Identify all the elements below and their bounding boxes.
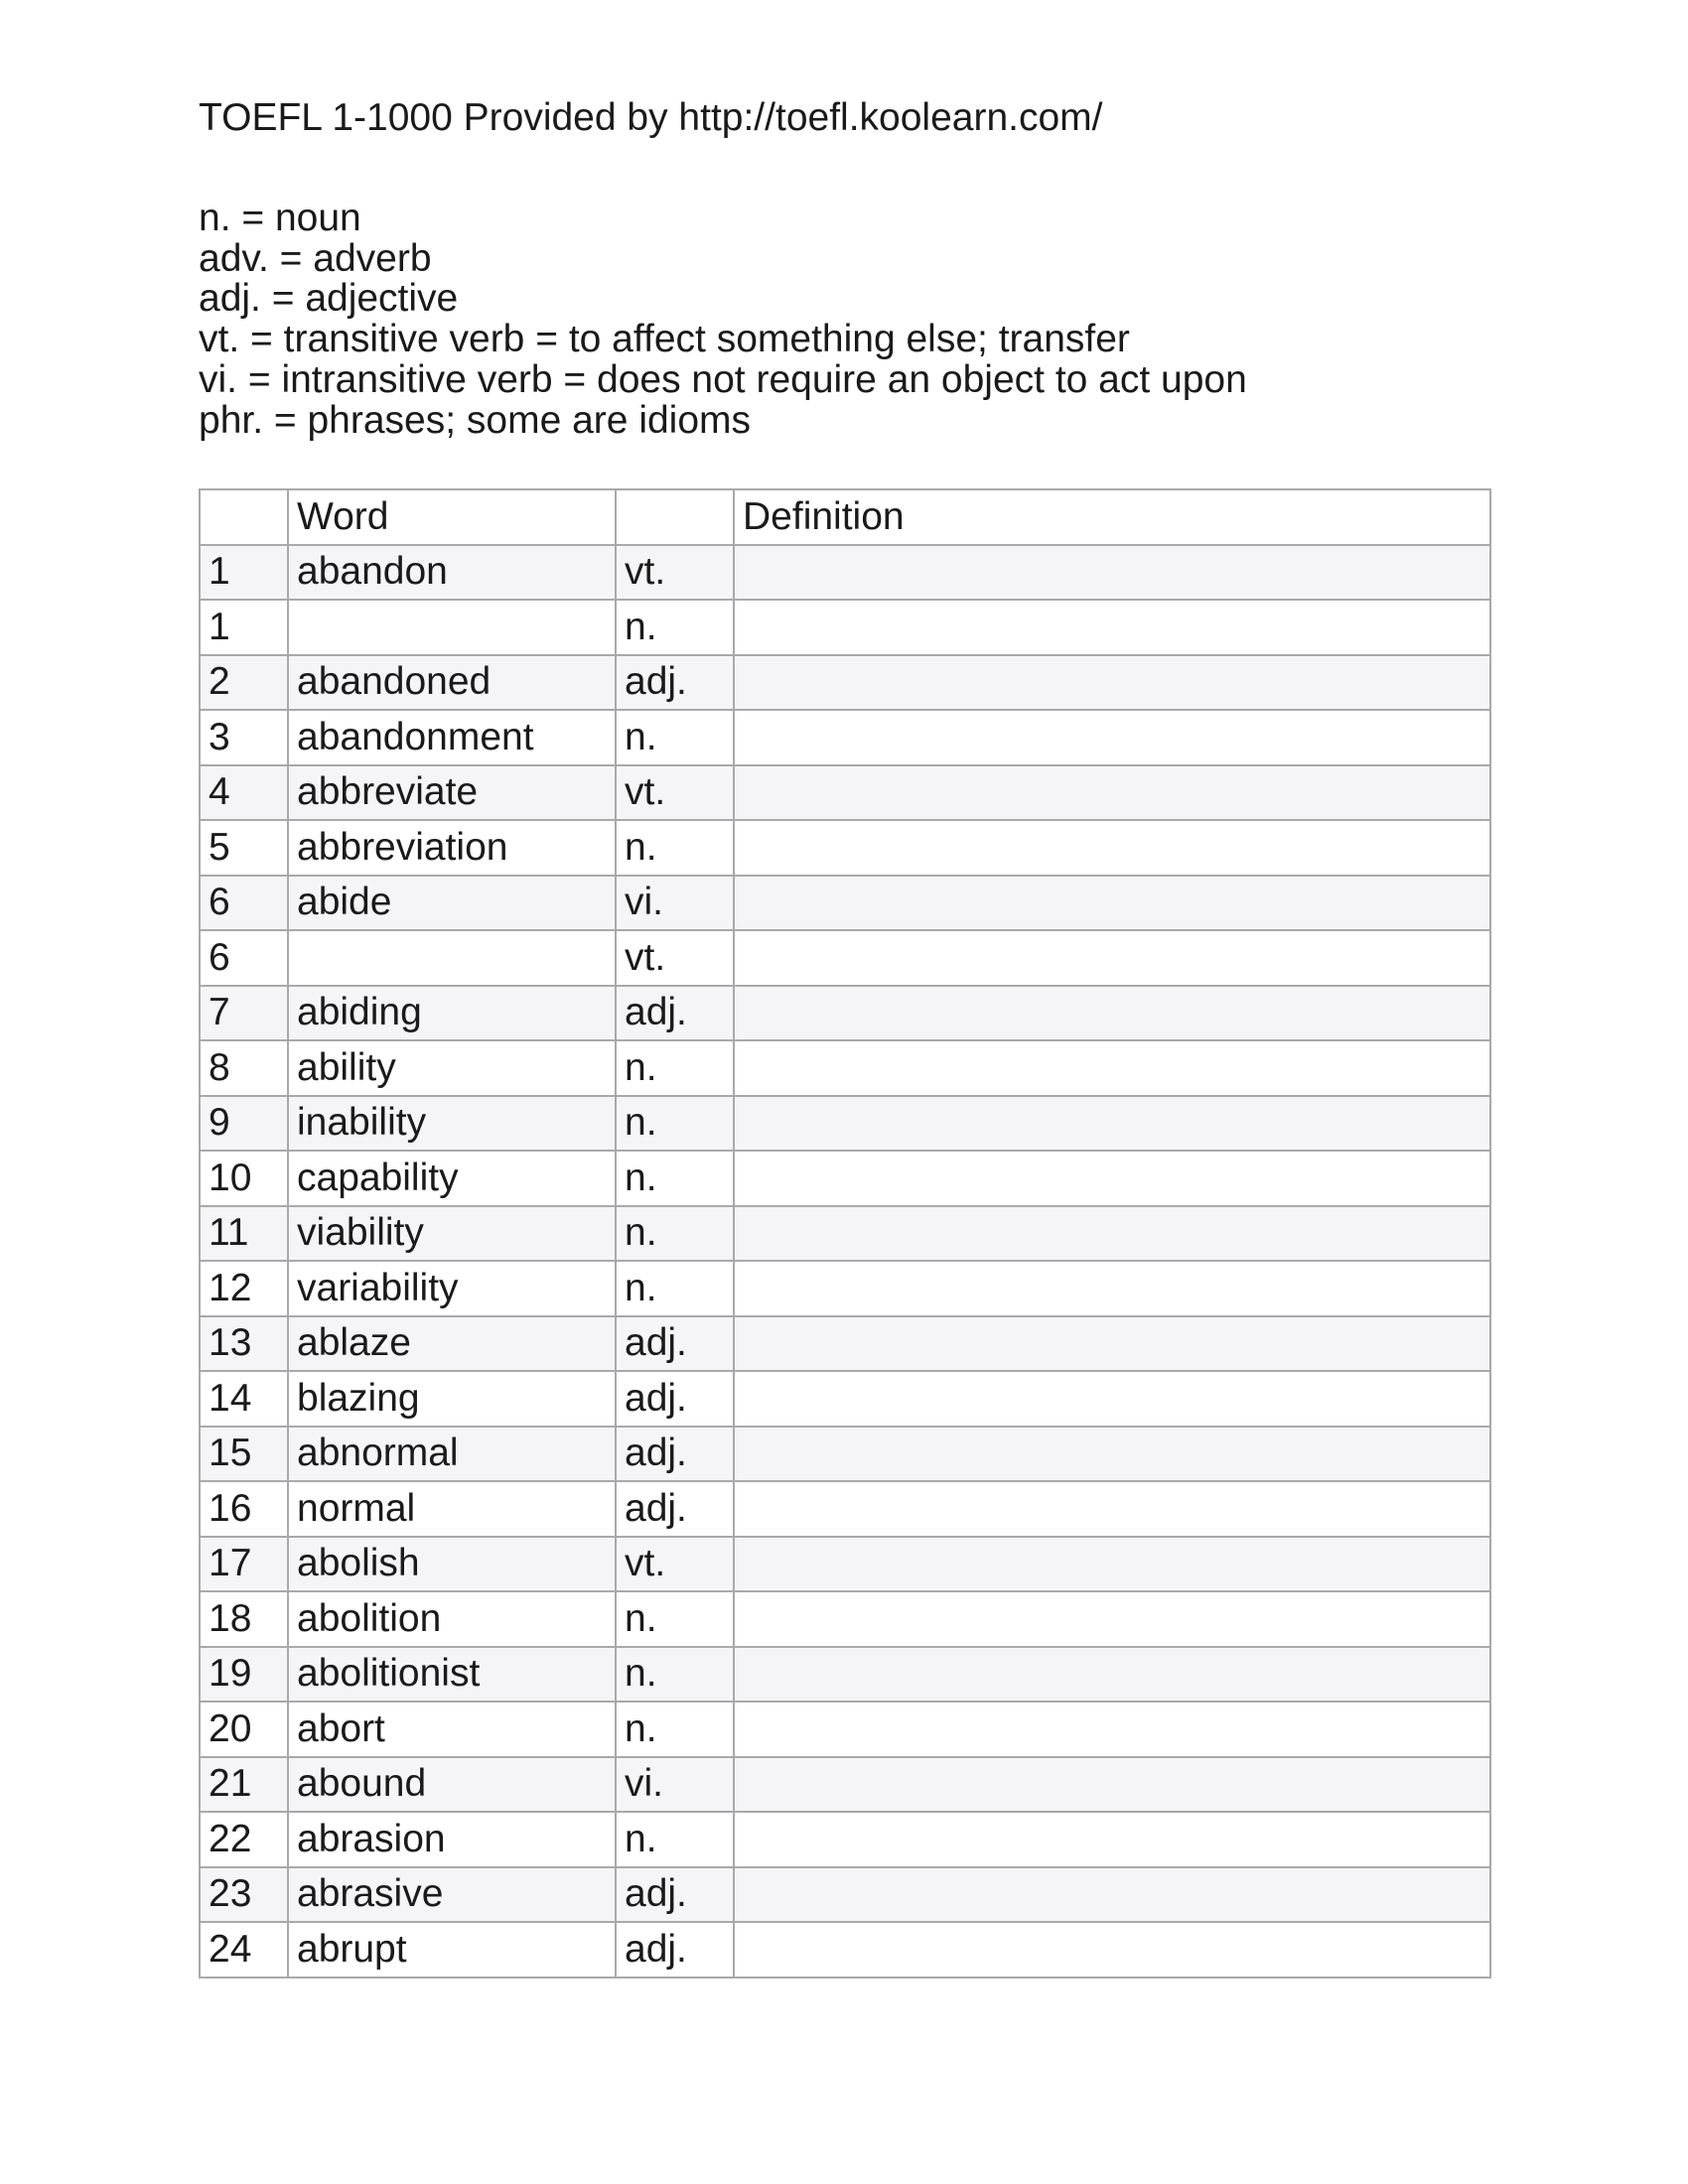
cell-word: ability bbox=[288, 1040, 616, 1096]
cell-definition bbox=[734, 1481, 1490, 1537]
table-header-row bbox=[200, 489, 1490, 545]
cell-num: 15 bbox=[200, 1427, 288, 1482]
table-row bbox=[200, 1702, 1490, 1757]
cell-num: 21 bbox=[200, 1757, 288, 1813]
cell-pos: n. bbox=[616, 1096, 734, 1152]
cell-word: inability bbox=[288, 1096, 616, 1152]
cell-word: abort bbox=[288, 1702, 616, 1757]
table-row bbox=[200, 1812, 1490, 1867]
table-body bbox=[200, 545, 1490, 1978]
page-title: TOEFL 1-1000 Provided by http://toefl.koolearn.com/ bbox=[199, 96, 1103, 139]
cell-definition bbox=[734, 1591, 1490, 1647]
cell-num: 3 bbox=[200, 710, 288, 765]
cell-word: abandoned bbox=[288, 655, 616, 711]
cell-definition bbox=[734, 1096, 1490, 1152]
cell-definition bbox=[734, 930, 1490, 986]
table-row bbox=[200, 1757, 1490, 1813]
cell-definition bbox=[734, 1151, 1490, 1206]
cell-definition bbox=[734, 655, 1490, 711]
cell-pos: adj. bbox=[616, 655, 734, 711]
col-header-definition: Definition bbox=[734, 489, 1490, 545]
cell-definition bbox=[734, 600, 1490, 655]
table-row bbox=[200, 710, 1490, 765]
cell-num: 1 bbox=[200, 545, 288, 601]
cell-definition bbox=[734, 1757, 1490, 1813]
cell-word: capability bbox=[288, 1151, 616, 1206]
table-row bbox=[200, 1867, 1490, 1923]
table-row bbox=[200, 1591, 1490, 1647]
cell-definition bbox=[734, 1040, 1490, 1096]
cell-pos: n. bbox=[616, 1151, 734, 1206]
cell-pos: n. bbox=[616, 1040, 734, 1096]
cell-num: 2 bbox=[200, 655, 288, 711]
cell-num: 9 bbox=[200, 1096, 288, 1152]
cell-word: abolish bbox=[288, 1537, 616, 1592]
cell-definition bbox=[734, 1206, 1490, 1262]
cell-num: 11 bbox=[200, 1206, 288, 1262]
cell-pos: n. bbox=[616, 1702, 734, 1757]
cell-pos: n. bbox=[616, 820, 734, 876]
cell-word: viability bbox=[288, 1206, 616, 1262]
cell-word bbox=[288, 600, 616, 655]
table-row bbox=[200, 1151, 1490, 1206]
cell-pos: vi. bbox=[616, 876, 734, 931]
cell-word: abiding bbox=[288, 986, 616, 1041]
cell-num: 1 bbox=[200, 600, 288, 655]
cell-word: abandonment bbox=[288, 710, 616, 765]
cell-pos: adj. bbox=[616, 1427, 734, 1482]
cell-num: 20 bbox=[200, 1702, 288, 1757]
cell-word: abound bbox=[288, 1757, 616, 1813]
cell-word: abide bbox=[288, 876, 616, 931]
cell-pos: adj. bbox=[616, 1922, 734, 1978]
table-row bbox=[200, 1481, 1490, 1537]
cell-definition bbox=[734, 1316, 1490, 1372]
cell-definition bbox=[734, 986, 1490, 1041]
cell-definition bbox=[734, 545, 1490, 601]
cell-num: 6 bbox=[200, 876, 288, 931]
cell-word: ablaze bbox=[288, 1316, 616, 1372]
legend-line-noun: n. = noun bbox=[199, 197, 361, 239]
cell-definition bbox=[734, 710, 1490, 765]
legend-line-vt: vt. = transitive verb = to affect something else; transfer bbox=[199, 318, 1130, 361]
cell-pos: n. bbox=[616, 1206, 734, 1262]
cell-num: 5 bbox=[200, 820, 288, 876]
cell-definition bbox=[734, 1702, 1490, 1757]
table-row bbox=[200, 986, 1490, 1041]
cell-word bbox=[288, 930, 616, 986]
cell-pos: adj. bbox=[616, 1481, 734, 1537]
cell-pos: n. bbox=[616, 1261, 734, 1316]
cell-definition bbox=[734, 765, 1490, 821]
cell-num: 17 bbox=[200, 1537, 288, 1592]
cell-pos: n. bbox=[616, 1812, 734, 1867]
cell-definition bbox=[734, 1647, 1490, 1703]
cell-num: 16 bbox=[200, 1481, 288, 1537]
pos-legend bbox=[199, 199, 1247, 441]
cell-pos: adj. bbox=[616, 1371, 734, 1427]
table-row bbox=[200, 1096, 1490, 1152]
table-row bbox=[200, 1371, 1490, 1427]
cell-word: abolitionist bbox=[288, 1647, 616, 1703]
cell-pos: vt. bbox=[616, 930, 734, 986]
cell-word: abandon bbox=[288, 545, 616, 601]
legend-line-adjective: adj. = adjective bbox=[199, 277, 459, 321]
cell-num: 18 bbox=[200, 1591, 288, 1647]
cell-num: 8 bbox=[200, 1040, 288, 1096]
cell-pos: vt. bbox=[616, 1537, 734, 1592]
cell-definition bbox=[734, 876, 1490, 931]
cell-pos: adj. bbox=[616, 1316, 734, 1372]
cell-word: abolition bbox=[288, 1591, 616, 1647]
cell-definition bbox=[734, 1537, 1490, 1592]
table-row bbox=[200, 600, 1490, 655]
cell-word: abnormal bbox=[288, 1427, 616, 1482]
cell-num: 10 bbox=[200, 1151, 288, 1206]
cell-num: 6 bbox=[200, 930, 288, 986]
cell-word: blazing bbox=[288, 1371, 616, 1427]
table-row bbox=[200, 1261, 1490, 1316]
cell-definition bbox=[734, 1427, 1490, 1482]
cell-definition bbox=[734, 1867, 1490, 1923]
cell-word: abbreviation bbox=[288, 820, 616, 876]
cell-word: abbreviate bbox=[288, 765, 616, 821]
cell-num: 22 bbox=[200, 1812, 288, 1867]
cell-word: abrasive bbox=[288, 1867, 616, 1923]
table-row bbox=[200, 876, 1490, 931]
cell-word: abrupt bbox=[288, 1922, 616, 1978]
table-row bbox=[200, 765, 1490, 821]
table-row bbox=[200, 1537, 1490, 1592]
cell-definition bbox=[734, 1812, 1490, 1867]
table-row bbox=[200, 1647, 1490, 1703]
cell-definition bbox=[734, 1922, 1490, 1978]
cell-num: 4 bbox=[200, 765, 288, 821]
cell-word: abrasion bbox=[288, 1812, 616, 1867]
legend-line-adverb: adv. = adverb bbox=[199, 236, 432, 280]
cell-definition bbox=[734, 1261, 1490, 1316]
cell-pos: vt. bbox=[616, 765, 734, 821]
cell-num: 24 bbox=[200, 1922, 288, 1978]
table-row bbox=[200, 1316, 1490, 1372]
cell-pos: n. bbox=[616, 710, 734, 765]
legend-line-phr: phr. = phrases; some are idioms bbox=[199, 398, 752, 442]
cell-pos: vi. bbox=[616, 1757, 734, 1813]
table-row bbox=[200, 930, 1490, 986]
cell-pos: vt. bbox=[616, 545, 734, 601]
vocab-table bbox=[199, 488, 1491, 1979]
cell-num: 23 bbox=[200, 1867, 288, 1923]
cell-definition bbox=[734, 1371, 1490, 1427]
cell-word: normal bbox=[288, 1481, 616, 1537]
table-row bbox=[200, 655, 1490, 711]
table-row bbox=[200, 1206, 1490, 1262]
cell-word: variability bbox=[288, 1261, 616, 1316]
table-row bbox=[200, 1922, 1490, 1978]
cell-num: 19 bbox=[200, 1647, 288, 1703]
col-header-pos bbox=[616, 489, 734, 545]
cell-num: 12 bbox=[200, 1261, 288, 1316]
col-header-word: Word bbox=[288, 489, 616, 545]
cell-pos: n. bbox=[616, 1591, 734, 1647]
table-row bbox=[200, 1427, 1490, 1482]
cell-num: 13 bbox=[200, 1316, 288, 1372]
cell-pos: adj. bbox=[616, 1867, 734, 1923]
table-row bbox=[200, 545, 1490, 601]
cell-num: 14 bbox=[200, 1371, 288, 1427]
cell-num: 7 bbox=[200, 986, 288, 1041]
cell-definition bbox=[734, 820, 1490, 876]
cell-pos: n. bbox=[616, 1647, 734, 1703]
legend-line-vi: vi. = intransitive verb = does not require an object to act upon bbox=[199, 357, 1247, 401]
table-row bbox=[200, 820, 1490, 876]
col-header-number bbox=[200, 489, 288, 545]
cell-pos: adj. bbox=[616, 986, 734, 1041]
table-row bbox=[200, 1040, 1490, 1096]
cell-pos: n. bbox=[616, 600, 734, 655]
